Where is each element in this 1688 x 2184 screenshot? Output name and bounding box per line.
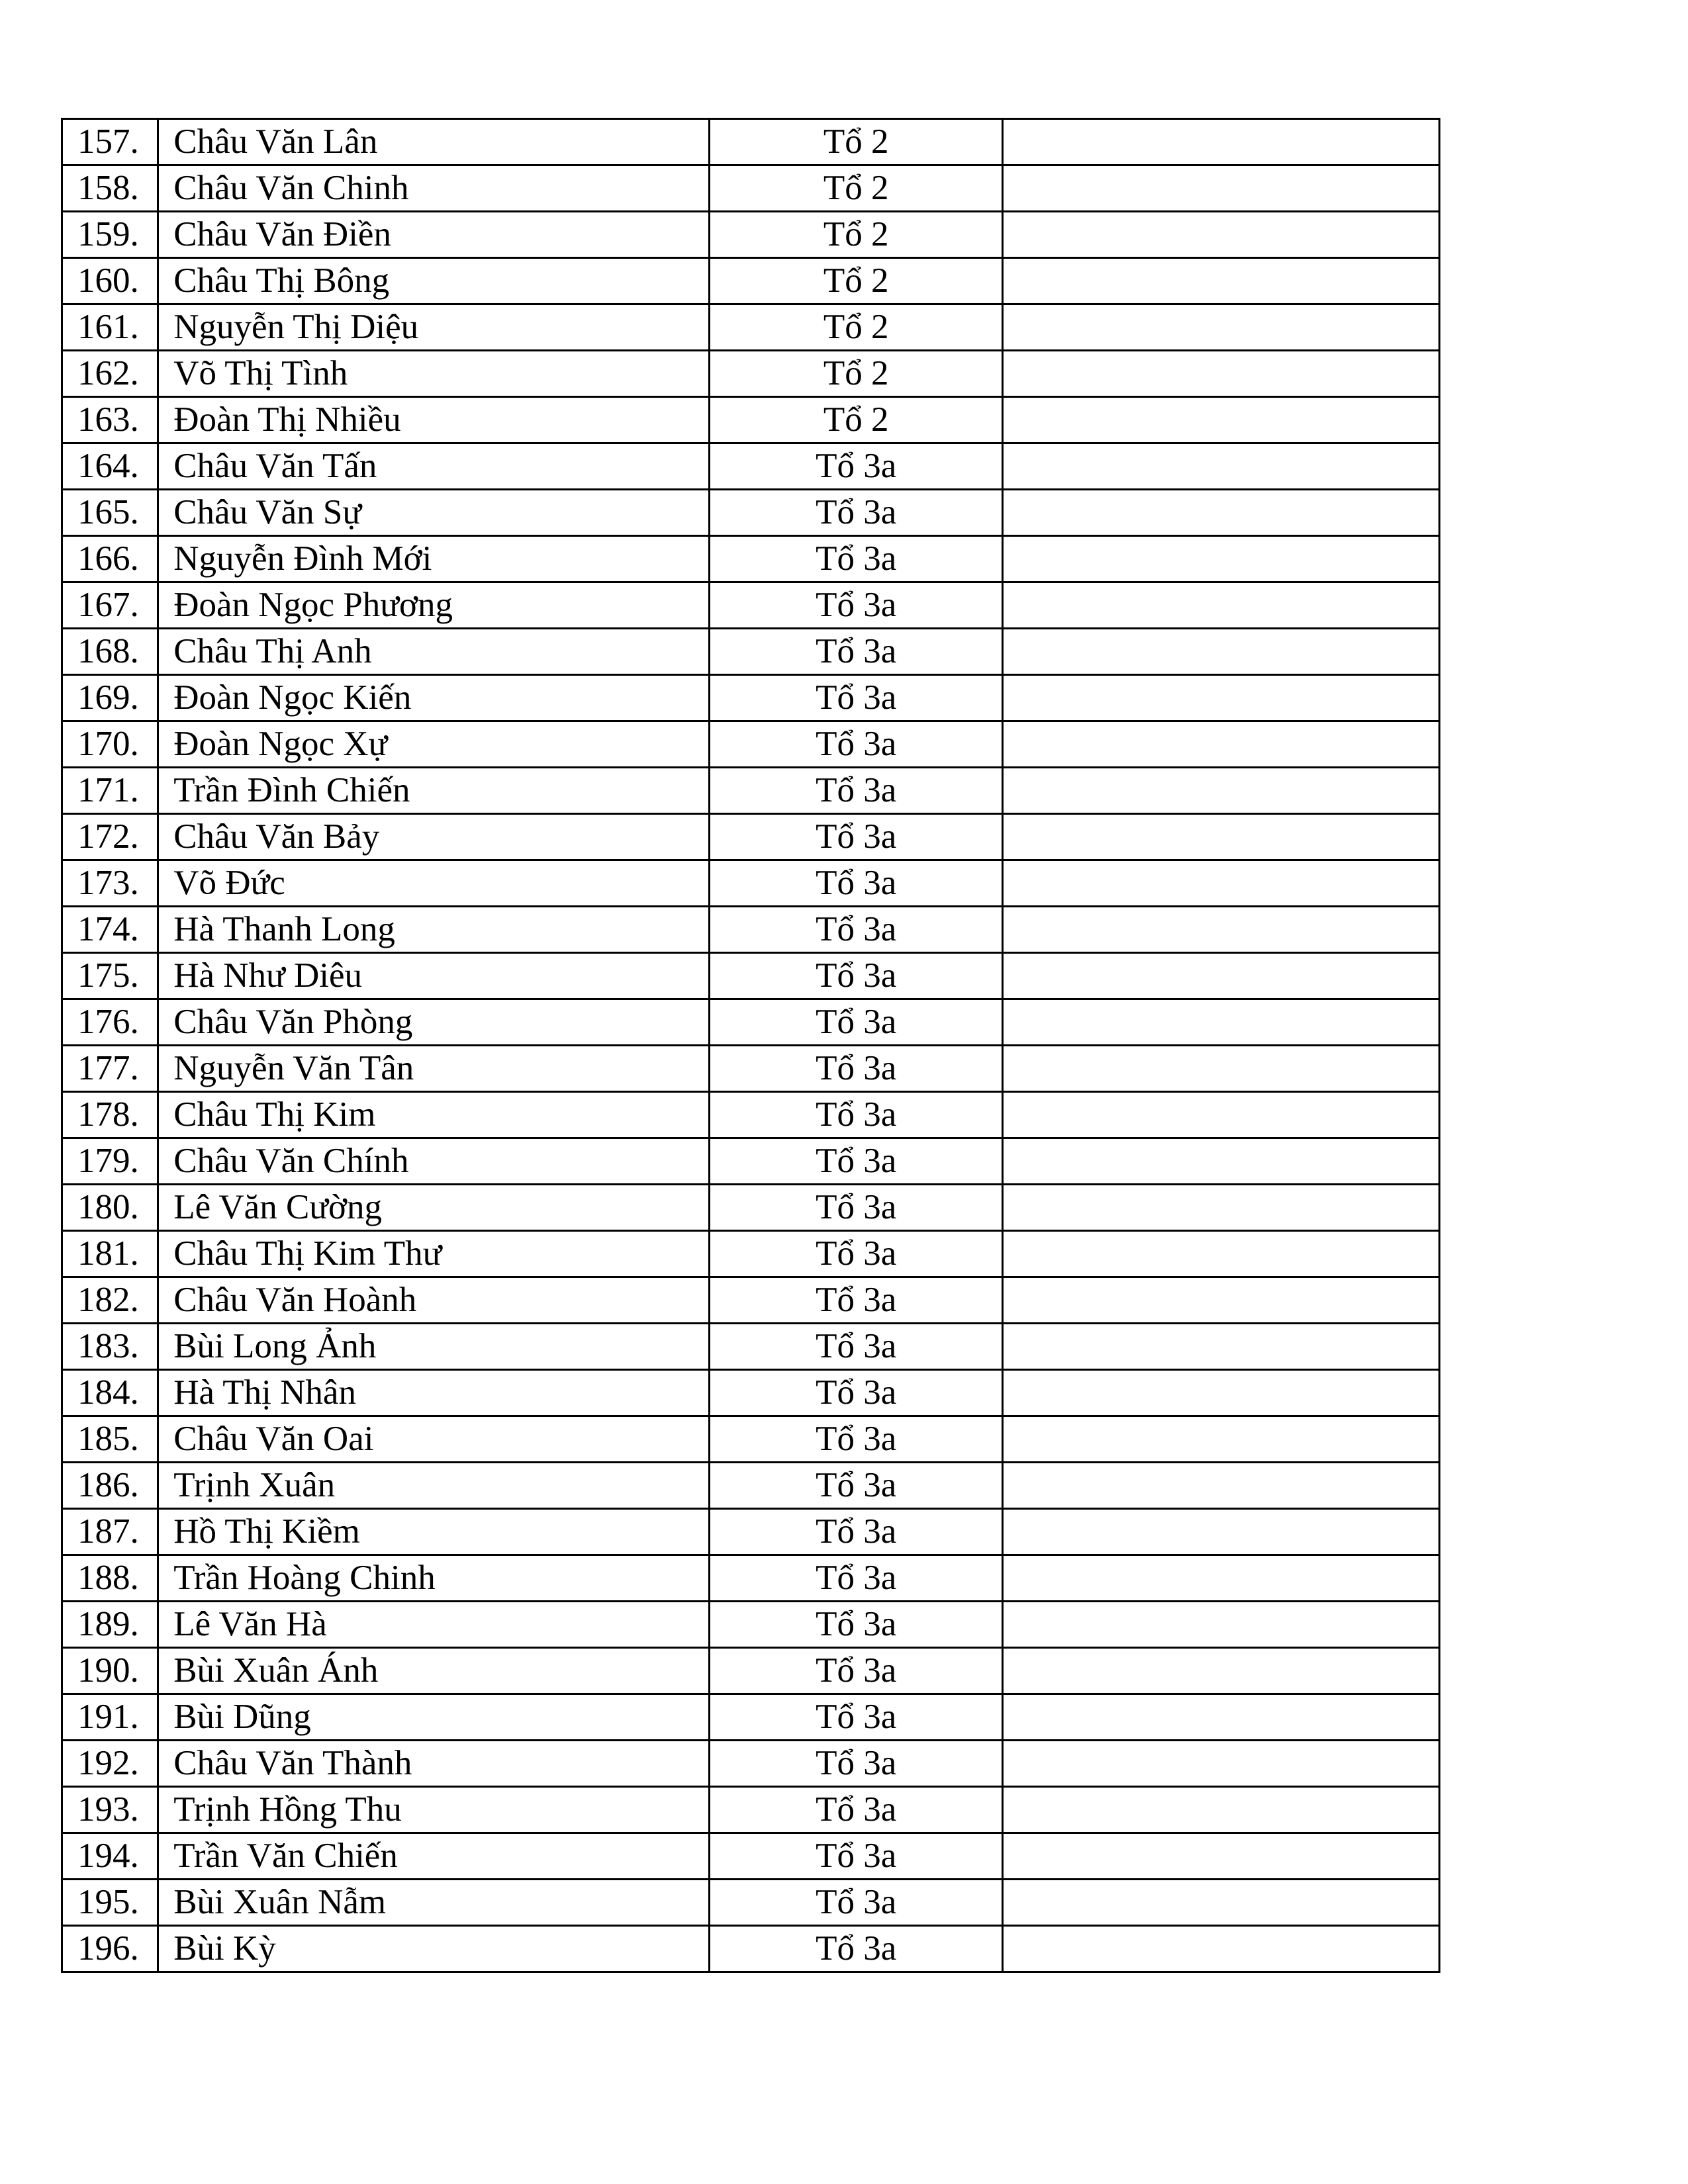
- group-cell: Tổ 3a: [710, 1926, 1003, 1972]
- group-cell: Tổ 3a: [710, 675, 1003, 721]
- name-cell: Nguyễn Thị Diệu: [158, 304, 710, 351]
- name-cell: Trần Văn Chiến: [158, 1833, 710, 1880]
- note-cell: [1003, 490, 1440, 536]
- note-cell: [1003, 1277, 1440, 1324]
- table-row: [62, 397, 1440, 443]
- group-cell: Tổ 2: [710, 397, 1003, 443]
- note-cell: [1003, 304, 1440, 351]
- group-cell: Tổ 3a: [710, 1277, 1003, 1324]
- row-number-cell: 185.: [62, 1416, 158, 1463]
- note-cell: [1003, 1833, 1440, 1880]
- name-cell: Châu Thị Bông: [158, 258, 710, 304]
- name-cell: Châu Thị Anh: [158, 629, 710, 675]
- group-cell: Tổ 3a: [710, 1370, 1003, 1416]
- note-cell: [1003, 1602, 1440, 1648]
- table-row: [62, 119, 1440, 165]
- group-cell: Tổ 3a: [710, 768, 1003, 814]
- table-row: [62, 953, 1440, 999]
- table-row: [62, 165, 1440, 212]
- group-cell: Tổ 3a: [710, 721, 1003, 768]
- name-cell: Bùi Xuân Ánh: [158, 1648, 710, 1694]
- table-row: [62, 721, 1440, 768]
- row-number-cell: 189.: [62, 1602, 158, 1648]
- note-cell: [1003, 768, 1440, 814]
- name-cell: Bùi Long Ảnh: [158, 1324, 710, 1370]
- group-cell: Tổ 3a: [710, 1138, 1003, 1185]
- table-row: [62, 1648, 1440, 1694]
- group-cell: Tổ 3a: [710, 1787, 1003, 1833]
- table-row: [62, 258, 1440, 304]
- note-cell: [1003, 258, 1440, 304]
- row-number-cell: 160.: [62, 258, 158, 304]
- note-cell: [1003, 212, 1440, 258]
- name-cell: Châu Văn Lân: [158, 119, 710, 165]
- note-cell: [1003, 119, 1440, 165]
- name-cell: Hà Thanh Long: [158, 907, 710, 953]
- table-row: [62, 1046, 1440, 1092]
- row-number-cell: 157.: [62, 119, 158, 165]
- row-number-cell: 182.: [62, 1277, 158, 1324]
- name-cell: Bùi Dũng: [158, 1694, 710, 1741]
- note-cell: [1003, 351, 1440, 397]
- note-cell: [1003, 1231, 1440, 1277]
- note-cell: [1003, 953, 1440, 999]
- note-cell: [1003, 675, 1440, 721]
- table-row: [62, 814, 1440, 860]
- table-row: [62, 490, 1440, 536]
- note-cell: [1003, 814, 1440, 860]
- note-cell: [1003, 1694, 1440, 1741]
- row-number-cell: 173.: [62, 860, 158, 907]
- group-cell: Tổ 3a: [710, 1648, 1003, 1694]
- group-cell: Tổ 3a: [710, 1046, 1003, 1092]
- name-cell: Đoàn Ngọc Xự: [158, 721, 710, 768]
- group-cell: Tổ 3a: [710, 907, 1003, 953]
- row-number-cell: 174.: [62, 907, 158, 953]
- table-row: [62, 999, 1440, 1046]
- group-cell: Tổ 3a: [710, 953, 1003, 999]
- table-row: [62, 1231, 1440, 1277]
- row-number-cell: 171.: [62, 768, 158, 814]
- group-cell: Tổ 3a: [710, 1231, 1003, 1277]
- row-number-cell: 168.: [62, 629, 158, 675]
- row-number-cell: 192.: [62, 1741, 158, 1787]
- group-cell: Tổ 3a: [710, 1880, 1003, 1926]
- name-cell: Châu Thị Kim Thư: [158, 1231, 710, 1277]
- row-number-cell: 180.: [62, 1185, 158, 1231]
- member-list-table: [61, 118, 1440, 1973]
- group-cell: Tổ 3a: [710, 1555, 1003, 1602]
- row-number-cell: 194.: [62, 1833, 158, 1880]
- name-cell: Châu Văn Điền: [158, 212, 710, 258]
- note-cell: [1003, 1370, 1440, 1416]
- group-cell: Tổ 3a: [710, 443, 1003, 490]
- note-cell: [1003, 1555, 1440, 1602]
- name-cell: Trịnh Hồng Thu: [158, 1787, 710, 1833]
- group-cell: Tổ 2: [710, 258, 1003, 304]
- row-number-cell: 179.: [62, 1138, 158, 1185]
- group-cell: Tổ 3a: [710, 814, 1003, 860]
- row-number-cell: 169.: [62, 675, 158, 721]
- row-number-cell: 191.: [62, 1694, 158, 1741]
- name-cell: Trần Đình Chiến: [158, 768, 710, 814]
- group-cell: Tổ 3a: [710, 860, 1003, 907]
- table-row: [62, 1741, 1440, 1787]
- row-number-cell: 177.: [62, 1046, 158, 1092]
- row-number-cell: 178.: [62, 1092, 158, 1138]
- name-cell: Võ Đức: [158, 860, 710, 907]
- note-cell: [1003, 999, 1440, 1046]
- name-cell: Hồ Thị Kiềm: [158, 1509, 710, 1555]
- row-number-cell: 195.: [62, 1880, 158, 1926]
- group-cell: Tổ 3a: [710, 1092, 1003, 1138]
- group-cell: Tổ 3a: [710, 1324, 1003, 1370]
- row-number-cell: 183.: [62, 1324, 158, 1370]
- table-row: [62, 1602, 1440, 1648]
- table-row: [62, 1787, 1440, 1833]
- note-cell: [1003, 1741, 1440, 1787]
- note-cell: [1003, 1046, 1440, 1092]
- note-cell: [1003, 1787, 1440, 1833]
- group-cell: Tổ 2: [710, 165, 1003, 212]
- table-row: [62, 1092, 1440, 1138]
- note-cell: [1003, 397, 1440, 443]
- note-cell: [1003, 582, 1440, 629]
- group-cell: Tổ 3a: [710, 1416, 1003, 1463]
- group-cell: Tổ 3a: [710, 1741, 1003, 1787]
- note-cell: [1003, 1416, 1440, 1463]
- name-cell: Nguyễn Văn Tân: [158, 1046, 710, 1092]
- group-cell: Tổ 3a: [710, 1694, 1003, 1741]
- name-cell: Hà Như Diêu: [158, 953, 710, 999]
- name-cell: Trịnh Xuân: [158, 1463, 710, 1509]
- row-number-cell: 181.: [62, 1231, 158, 1277]
- table-row: [62, 1416, 1440, 1463]
- name-cell: Trần Hoàng Chinh: [158, 1555, 710, 1602]
- row-number-cell: 158.: [62, 165, 158, 212]
- table-row: [62, 907, 1440, 953]
- name-cell: Đoàn Ngọc Kiến: [158, 675, 710, 721]
- group-cell: Tổ 2: [710, 351, 1003, 397]
- note-cell: [1003, 1092, 1440, 1138]
- name-cell: Nguyễn Đình Mới: [158, 536, 710, 582]
- group-cell: Tổ 3a: [710, 999, 1003, 1046]
- group-cell: Tổ 3a: [710, 490, 1003, 536]
- row-number-cell: 190.: [62, 1648, 158, 1694]
- note-cell: [1003, 443, 1440, 490]
- row-number-cell: 184.: [62, 1370, 158, 1416]
- table-row: [62, 582, 1440, 629]
- name-cell: Châu Thị Kim: [158, 1092, 710, 1138]
- name-cell: Châu Văn Bảy: [158, 814, 710, 860]
- note-cell: [1003, 907, 1440, 953]
- row-number-cell: 186.: [62, 1463, 158, 1509]
- group-cell: Tổ 2: [710, 119, 1003, 165]
- table-row: [62, 212, 1440, 258]
- row-number-cell: 164.: [62, 443, 158, 490]
- table-row: [62, 1277, 1440, 1324]
- name-cell: Châu Văn Tấn: [158, 443, 710, 490]
- name-cell: Võ Thị Tình: [158, 351, 710, 397]
- group-cell: Tổ 3a: [710, 536, 1003, 582]
- table-row: [62, 1926, 1440, 1972]
- table-row: [62, 1555, 1440, 1602]
- note-cell: [1003, 721, 1440, 768]
- name-cell: Châu Văn Hoành: [158, 1277, 710, 1324]
- group-cell: Tổ 3a: [710, 1602, 1003, 1648]
- note-cell: [1003, 1880, 1440, 1926]
- table-row: [62, 768, 1440, 814]
- row-number-cell: 163.: [62, 397, 158, 443]
- row-number-cell: 161.: [62, 304, 158, 351]
- table-row: [62, 1509, 1440, 1555]
- note-cell: [1003, 629, 1440, 675]
- name-cell: Châu Văn Phòng: [158, 999, 710, 1046]
- row-number-cell: 196.: [62, 1926, 158, 1972]
- group-cell: Tổ 3a: [710, 1463, 1003, 1509]
- row-number-cell: 170.: [62, 721, 158, 768]
- name-cell: Châu Văn Chinh: [158, 165, 710, 212]
- name-cell: Châu Văn Thành: [158, 1741, 710, 1787]
- table-row: [62, 1694, 1440, 1741]
- name-cell: Châu Văn Chính: [158, 1138, 710, 1185]
- table-row: [62, 536, 1440, 582]
- table-row: [62, 1880, 1440, 1926]
- group-cell: Tổ 3a: [710, 582, 1003, 629]
- note-cell: [1003, 165, 1440, 212]
- group-cell: Tổ 2: [710, 304, 1003, 351]
- row-number-cell: 187.: [62, 1509, 158, 1555]
- name-cell: Đoàn Ngọc Phương: [158, 582, 710, 629]
- note-cell: [1003, 1509, 1440, 1555]
- name-cell: Bùi Kỳ: [158, 1926, 710, 1972]
- table-body: [62, 119, 1440, 1972]
- table-row: [62, 860, 1440, 907]
- table-row: [62, 1370, 1440, 1416]
- name-cell: Lê Văn Cường: [158, 1185, 710, 1231]
- name-cell: Châu Văn Oai: [158, 1416, 710, 1463]
- table-row: [62, 304, 1440, 351]
- row-number-cell: 165.: [62, 490, 158, 536]
- note-cell: [1003, 1138, 1440, 1185]
- group-cell: Tổ 3a: [710, 629, 1003, 675]
- row-number-cell: 159.: [62, 212, 158, 258]
- group-cell: Tổ 3a: [710, 1185, 1003, 1231]
- note-cell: [1003, 1185, 1440, 1231]
- row-number-cell: 162.: [62, 351, 158, 397]
- row-number-cell: 172.: [62, 814, 158, 860]
- table-row: [62, 1463, 1440, 1509]
- name-cell: Lê Văn Hà: [158, 1602, 710, 1648]
- table-row: [62, 1138, 1440, 1185]
- note-cell: [1003, 1648, 1440, 1694]
- table-row: [62, 629, 1440, 675]
- table-row: [62, 1185, 1440, 1231]
- name-cell: Bùi Xuân Nẫm: [158, 1880, 710, 1926]
- row-number-cell: 176.: [62, 999, 158, 1046]
- table-row: [62, 1324, 1440, 1370]
- row-number-cell: 167.: [62, 582, 158, 629]
- name-cell: Hà Thị Nhân: [158, 1370, 710, 1416]
- table-row: [62, 675, 1440, 721]
- row-number-cell: 175.: [62, 953, 158, 999]
- table-row: [62, 351, 1440, 397]
- note-cell: [1003, 860, 1440, 907]
- group-cell: Tổ 2: [710, 212, 1003, 258]
- name-cell: Châu Văn Sự: [158, 490, 710, 536]
- row-number-cell: 188.: [62, 1555, 158, 1602]
- note-cell: [1003, 1463, 1440, 1509]
- table-row: [62, 1833, 1440, 1880]
- note-cell: [1003, 1324, 1440, 1370]
- note-cell: [1003, 536, 1440, 582]
- name-cell: Đoàn Thị Nhiều: [158, 397, 710, 443]
- group-cell: Tổ 3a: [710, 1833, 1003, 1880]
- row-number-cell: 166.: [62, 536, 158, 582]
- group-cell: Tổ 3a: [710, 1509, 1003, 1555]
- table-row: [62, 443, 1440, 490]
- row-number-cell: 193.: [62, 1787, 158, 1833]
- note-cell: [1003, 1926, 1440, 1972]
